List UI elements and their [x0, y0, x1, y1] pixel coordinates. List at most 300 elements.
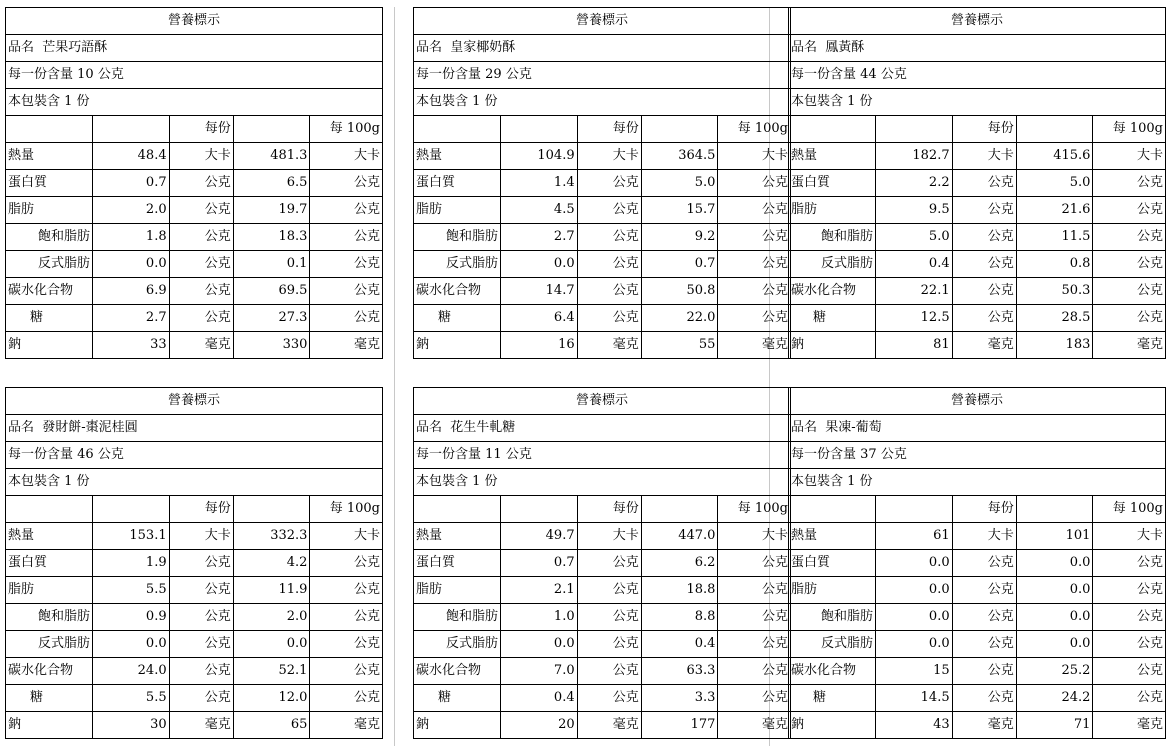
per-serving-unit: 公克: [577, 305, 641, 332]
per-serving-unit: 公克: [169, 577, 233, 604]
header-blank: [500, 116, 577, 143]
per-100g-value: 8.8: [641, 604, 718, 631]
per-serving-value: 22.1: [875, 278, 952, 305]
nutrient-name: 鈉: [414, 332, 501, 359]
per-100g-value: 52.1: [233, 658, 310, 685]
per-100g-value: 364.5: [641, 143, 718, 170]
header-blank: [641, 496, 718, 523]
per-serving-value: 48.4: [92, 143, 169, 170]
per-serving-unit: 毫克: [952, 712, 1016, 739]
per-100g-unit: 公克: [310, 577, 383, 604]
nutrient-name: 飽和脂肪: [789, 224, 876, 251]
product-name-label: 品名: [8, 420, 35, 435]
per-100g-value: 330: [233, 332, 310, 359]
per-100g-unit: 公克: [718, 658, 791, 685]
product-name-row: [6, 415, 383, 442]
nutrient-row: [414, 197, 791, 224]
servings-per-package: 本包裝含 1 份: [414, 469, 791, 496]
header-per-serving: 每份: [577, 496, 641, 523]
per-serving-unit: 公克: [169, 550, 233, 577]
per-serving-unit: 大卡: [952, 523, 1016, 550]
per-100g-unit: 公克: [310, 170, 383, 197]
per-serving-value: 0.7: [92, 170, 169, 197]
per-serving-unit: 毫克: [952, 332, 1016, 359]
nutrient-row: [789, 251, 1166, 278]
per-100g-value: 415.6: [1016, 143, 1093, 170]
per-100g-value: 18.8: [641, 577, 718, 604]
per-serving-unit: 公克: [577, 658, 641, 685]
per-serving-value: 182.7: [875, 143, 952, 170]
serving-size-label: 每一份含量: [416, 447, 482, 462]
nutrient-name: 碳水化合物: [414, 278, 501, 305]
header-blank: [6, 116, 93, 143]
nutrient-row: [414, 305, 791, 332]
per-serving-value: 1.0: [500, 604, 577, 631]
per-serving-unit: 公克: [169, 305, 233, 332]
nutrient-row: [789, 143, 1166, 170]
per-100g-unit: 毫克: [310, 712, 383, 739]
nutrient-name: 脂肪: [414, 197, 501, 224]
per-100g-value: 12.0: [233, 685, 310, 712]
nutrient-name: 熱量: [6, 143, 93, 170]
serving-size-label: 每一份含量: [416, 67, 482, 82]
header-per-serving: 每份: [169, 116, 233, 143]
per-serving-unit: 公克: [577, 577, 641, 604]
nutrient-row: [414, 685, 791, 712]
nutrient-row: [414, 631, 791, 658]
per-100g-unit: 公克: [718, 170, 791, 197]
per-serving-value: 0.0: [875, 550, 952, 577]
per-100g-value: 25.2: [1016, 658, 1093, 685]
nutrient-name: 糖: [789, 685, 876, 712]
per-serving-value: 0.0: [92, 631, 169, 658]
nutrient-row: [6, 712, 383, 739]
servings-per-package: 本包裝含 1 份: [6, 89, 383, 116]
nutrient-row: [414, 170, 791, 197]
header-blank: [875, 116, 952, 143]
serving-size-value: 44 公克: [860, 67, 907, 82]
per-100g-value: 11.9: [233, 577, 310, 604]
nutrient-name: 飽和脂肪: [6, 224, 93, 251]
per-100g-unit: 公克: [310, 685, 383, 712]
per-100g-unit: 公克: [1093, 305, 1166, 332]
per-serving-unit: 公克: [952, 658, 1016, 685]
nutrient-name: 脂肪: [789, 197, 876, 224]
per-serving-value: 14.7: [500, 278, 577, 305]
per-serving-value: 0.0: [875, 631, 952, 658]
serving-size-value: 37 公克: [860, 447, 907, 462]
per-100g-unit: 大卡: [1093, 143, 1166, 170]
serving-size-value: 10 公克: [77, 67, 124, 82]
per-100g-unit: 公克: [310, 305, 383, 332]
per-100g-value: 5.0: [1016, 170, 1093, 197]
per-serving-value: 43: [875, 712, 952, 739]
header-per-100g: 每 100g: [310, 496, 383, 523]
nutrient-name: 鈉: [6, 332, 93, 359]
per-serving-unit: 毫克: [577, 712, 641, 739]
nutrient-name: 糖: [414, 305, 501, 332]
per-serving-unit: 公克: [577, 251, 641, 278]
per-100g-value: 332.3: [233, 523, 310, 550]
per-100g-value: 0.0: [1016, 604, 1093, 631]
per-100g-unit: 公克: [718, 224, 791, 251]
per-serving-unit: 公克: [952, 550, 1016, 577]
label-heading: 營養標示: [789, 388, 1166, 415]
nutrient-row: [414, 550, 791, 577]
serving-size-label: 每一份含量: [8, 67, 74, 82]
serving-size-row: [414, 442, 791, 469]
per-100g-value: 50.3: [1016, 278, 1093, 305]
nutrient-name: 脂肪: [789, 577, 876, 604]
per-100g-unit: 公克: [1093, 170, 1166, 197]
per-100g-unit: 大卡: [1093, 523, 1166, 550]
per-serving-unit: 公克: [952, 197, 1016, 224]
servings-per-package: 本包裝含 1 份: [789, 469, 1166, 496]
product-name-row: [6, 35, 383, 62]
nutrient-row: [6, 197, 383, 224]
per-100g-unit: 公克: [718, 305, 791, 332]
per-serving-value: 4.5: [500, 197, 577, 224]
per-100g-value: 0.0: [1016, 550, 1093, 577]
per-100g-unit: 公克: [718, 278, 791, 305]
per-100g-unit: 公克: [310, 251, 383, 278]
per-100g-unit: 大卡: [718, 143, 791, 170]
per-100g-value: 6.5: [233, 170, 310, 197]
per-100g-unit: 公克: [1093, 278, 1166, 305]
per-serving-value: 24.0: [92, 658, 169, 685]
per-serving-value: 0.9: [92, 604, 169, 631]
per-100g-unit: 大卡: [310, 143, 383, 170]
nutrient-name: 熱量: [414, 523, 501, 550]
header-blank: [6, 496, 93, 523]
header-blank: [500, 496, 577, 523]
serving-size-label: 每一份含量: [8, 447, 74, 462]
nutrient-row: [414, 712, 791, 739]
per-100g-unit: 大卡: [718, 523, 791, 550]
nutrient-row: [414, 251, 791, 278]
nutrient-name: 蛋白質: [789, 170, 876, 197]
product-name-row: [789, 35, 1166, 62]
label-heading: 營養標示: [6, 388, 383, 415]
per-serving-value: 2.7: [500, 224, 577, 251]
label-heading: 營養標示: [414, 388, 791, 415]
per-serving-value: 5.5: [92, 685, 169, 712]
serving-size-row: [414, 62, 791, 89]
per-serving-unit: 大卡: [169, 523, 233, 550]
product-name: 芒果巧語酥: [42, 40, 108, 55]
per-serving-value: 61: [875, 523, 952, 550]
nutrient-name: 蛋白質: [414, 550, 501, 577]
per-serving-unit: 大卡: [952, 143, 1016, 170]
nutrient-name: 脂肪: [414, 577, 501, 604]
per-100g-value: 55: [641, 332, 718, 359]
per-100g-unit: 公克: [1093, 577, 1166, 604]
nutrient-row: [414, 332, 791, 359]
serving-size-label: 每一份含量: [791, 67, 857, 82]
per-100g-value: 3.3: [641, 685, 718, 712]
per-serving-unit: 公克: [952, 170, 1016, 197]
per-100g-value: 69.5: [233, 278, 310, 305]
per-serving-unit: 公克: [169, 604, 233, 631]
nutrient-row: [6, 143, 383, 170]
nutrient-row: [789, 685, 1166, 712]
nutrient-name: 反式脂肪: [789, 631, 876, 658]
nutrient-row: [414, 658, 791, 685]
per-serving-value: 12.5: [875, 305, 952, 332]
per-serving-value: 0.0: [875, 577, 952, 604]
nutrient-row: [789, 197, 1166, 224]
nutrient-name: 鈉: [6, 712, 93, 739]
per-100g-unit: 公克: [718, 631, 791, 658]
per-100g-value: 0.0: [1016, 577, 1093, 604]
per-100g-value: 0.4: [641, 631, 718, 658]
nutrient-name: 蛋白質: [789, 550, 876, 577]
nutrient-row: [6, 631, 383, 658]
serving-size-row: [6, 62, 383, 89]
per-100g-value: 9.2: [641, 224, 718, 251]
nutrient-row: [414, 224, 791, 251]
nutrient-row: [789, 550, 1166, 577]
per-serving-value: 153.1: [92, 523, 169, 550]
per-serving-unit: 大卡: [169, 143, 233, 170]
per-100g-unit: 公克: [310, 224, 383, 251]
nutrient-row: [6, 550, 383, 577]
nutrient-name: 蛋白質: [6, 550, 93, 577]
per-serving-unit: 公克: [169, 251, 233, 278]
per-serving-value: 1.4: [500, 170, 577, 197]
nutrient-name: 碳水化合物: [6, 278, 93, 305]
per-100g-unit: 毫克: [1093, 332, 1166, 359]
header-per-100g: 每 100g: [310, 116, 383, 143]
per-100g-unit: 公克: [1093, 550, 1166, 577]
per-serving-value: 30: [92, 712, 169, 739]
per-serving-unit: 公克: [952, 305, 1016, 332]
nutrient-name: 反式脂肪: [6, 251, 93, 278]
nutrient-name: 鈉: [414, 712, 501, 739]
serving-size-value: 29 公克: [485, 67, 532, 82]
per-serving-unit: 公克: [952, 224, 1016, 251]
per-serving-unit: 公克: [952, 278, 1016, 305]
header-blank: [789, 116, 876, 143]
per-100g-unit: 公克: [1093, 658, 1166, 685]
per-100g-value: 0.1: [233, 251, 310, 278]
nutrient-name: 蛋白質: [414, 170, 501, 197]
per-serving-value: 5.5: [92, 577, 169, 604]
per-100g-unit: 大卡: [310, 523, 383, 550]
per-serving-value: 6.9: [92, 278, 169, 305]
per-100g-value: 18.3: [233, 224, 310, 251]
per-serving-value: 0.0: [500, 251, 577, 278]
nutrient-name: 熱量: [789, 143, 876, 170]
header-per-100g: 每 100g: [1093, 116, 1166, 143]
nutrient-name: 糖: [789, 305, 876, 332]
nutrient-name: 碳水化合物: [789, 658, 876, 685]
per-serving-unit: 毫克: [577, 332, 641, 359]
header-blank: [233, 496, 310, 523]
per-100g-unit: 公克: [718, 550, 791, 577]
product-name-label: 品名: [791, 40, 818, 55]
serving-size-row: [6, 442, 383, 469]
per-100g-value: 28.5: [1016, 305, 1093, 332]
per-100g-unit: 公克: [310, 550, 383, 577]
servings-per-package: 本包裝含 1 份: [789, 89, 1166, 116]
nutrient-name: 飽和脂肪: [789, 604, 876, 631]
per-100g-unit: 公克: [1093, 197, 1166, 224]
nutrition-label: [5, 387, 383, 739]
per-100g-value: 21.6: [1016, 197, 1093, 224]
per-100g-value: 4.2: [233, 550, 310, 577]
per-serving-value: 20: [500, 712, 577, 739]
nutrient-name: 碳水化合物: [789, 278, 876, 305]
header-per-serving: 每份: [952, 116, 1016, 143]
per-100g-value: 481.3: [233, 143, 310, 170]
per-100g-value: 0.0: [1016, 631, 1093, 658]
nutrient-row: [789, 577, 1166, 604]
nutrient-name: 碳水化合物: [6, 658, 93, 685]
per-serving-unit: 公克: [169, 685, 233, 712]
nutrient-row: [789, 712, 1166, 739]
header-per-serving: 每份: [952, 496, 1016, 523]
nutrient-row: [789, 631, 1166, 658]
per-100g-value: 50.8: [641, 278, 718, 305]
per-100g-value: 65: [233, 712, 310, 739]
serving-size-value: 46 公克: [77, 447, 124, 462]
per-100g-unit: 公克: [1093, 251, 1166, 278]
per-100g-unit: 毫克: [718, 712, 791, 739]
nutrient-row: [6, 685, 383, 712]
per-serving-unit: 公克: [577, 604, 641, 631]
per-serving-unit: 公克: [577, 278, 641, 305]
serving-size-row: [789, 62, 1166, 89]
per-100g-unit: 公克: [1093, 224, 1166, 251]
per-serving-value: 2.7: [92, 305, 169, 332]
per-100g-unit: 公克: [718, 197, 791, 224]
per-100g-unit: 公克: [310, 278, 383, 305]
nutrient-name: 糖: [414, 685, 501, 712]
per-100g-value: 71: [1016, 712, 1093, 739]
per-100g-unit: 公克: [1093, 685, 1166, 712]
nutrient-row: [414, 523, 791, 550]
product-name: 發財餅-棗泥桂圓: [42, 420, 138, 435]
header-per-100g: 每 100g: [1093, 496, 1166, 523]
nutrient-name: 碳水化合物: [414, 658, 501, 685]
nutrient-name: 脂肪: [6, 577, 93, 604]
product-name-label: 品名: [416, 420, 443, 435]
per-100g-unit: 公克: [718, 604, 791, 631]
per-serving-value: 1.8: [92, 224, 169, 251]
label-heading: 營養標示: [414, 8, 791, 35]
nutrition-label: [5, 7, 383, 359]
servings-per-package: 本包裝含 1 份: [6, 469, 383, 496]
per-serving-value: 0.0: [500, 631, 577, 658]
nutrition-label: [788, 387, 1166, 739]
header-blank: [233, 116, 310, 143]
per-serving-value: 81: [875, 332, 952, 359]
label-heading: 營養標示: [6, 8, 383, 35]
nutrient-name: 熱量: [6, 523, 93, 550]
nutrient-row: [6, 604, 383, 631]
nutrient-row: [6, 577, 383, 604]
per-serving-unit: 公克: [577, 685, 641, 712]
nutrient-row: [789, 332, 1166, 359]
per-serving-unit: 公克: [952, 631, 1016, 658]
per-100g-value: 183: [1016, 332, 1093, 359]
serving-size-row: [789, 442, 1166, 469]
nutrient-name: 飽和脂肪: [414, 224, 501, 251]
per-serving-value: 6.4: [500, 305, 577, 332]
header-blank: [92, 116, 169, 143]
header-blank: [414, 116, 501, 143]
header-blank: [875, 496, 952, 523]
nutrient-name: 熱量: [789, 523, 876, 550]
per-100g-unit: 公克: [310, 658, 383, 685]
per-100g-value: 0.7: [641, 251, 718, 278]
nutrient-row: [789, 523, 1166, 550]
nutrient-row: [789, 278, 1166, 305]
product-name: 花生牛軋糖: [450, 420, 516, 435]
nutrient-row: [6, 523, 383, 550]
nutrient-name: 反式脂肪: [789, 251, 876, 278]
per-100g-value: 11.5: [1016, 224, 1093, 251]
header-per-serving: 每份: [169, 496, 233, 523]
nutrient-row: [414, 143, 791, 170]
serving-size-value: 11 公克: [485, 447, 532, 462]
header-per-serving: 每份: [577, 116, 641, 143]
per-100g-value: 22.0: [641, 305, 718, 332]
nutrient-row: [6, 170, 383, 197]
per-serving-value: 0.0: [92, 251, 169, 278]
header-blank: [1016, 496, 1093, 523]
header-blank: [92, 496, 169, 523]
per-100g-unit: 公克: [718, 251, 791, 278]
product-name: 鳳黃酥: [825, 40, 865, 55]
per-100g-unit: 公克: [718, 685, 791, 712]
nutrient-row: [789, 658, 1166, 685]
per-100g-unit: 公克: [310, 604, 383, 631]
nutrient-name: 反式脂肪: [414, 631, 501, 658]
per-serving-unit: 公克: [952, 251, 1016, 278]
header-blank: [641, 116, 718, 143]
per-100g-unit: 公克: [1093, 631, 1166, 658]
nutrient-name: 蛋白質: [6, 170, 93, 197]
product-name: 皇家椰奶酥: [450, 40, 516, 55]
nutrient-name: 鈉: [789, 712, 876, 739]
nutrient-row: [789, 604, 1166, 631]
nutrient-name: 糖: [6, 305, 93, 332]
per-serving-value: 2.1: [500, 577, 577, 604]
per-serving-value: 104.9: [500, 143, 577, 170]
nutrient-row: [6, 278, 383, 305]
per-serving-unit: 公克: [169, 658, 233, 685]
product-name-row: [414, 35, 791, 62]
per-serving-unit: 大卡: [577, 143, 641, 170]
per-serving-unit: 毫克: [169, 332, 233, 359]
per-serving-value: 2.2: [875, 170, 952, 197]
per-serving-unit: 公克: [577, 197, 641, 224]
per-100g-value: 5.0: [641, 170, 718, 197]
nutrient-row: [789, 170, 1166, 197]
per-100g-value: 2.0: [233, 604, 310, 631]
per-serving-value: 15: [875, 658, 952, 685]
nutrient-name: 飽和脂肪: [414, 604, 501, 631]
nutrient-row: [6, 224, 383, 251]
per-100g-value: 0.8: [1016, 251, 1093, 278]
product-name-label: 品名: [416, 40, 443, 55]
per-serving-value: 1.9: [92, 550, 169, 577]
per-serving-unit: 公克: [577, 224, 641, 251]
nutrient-name: 鈉: [789, 332, 876, 359]
nutrient-row: [6, 658, 383, 685]
